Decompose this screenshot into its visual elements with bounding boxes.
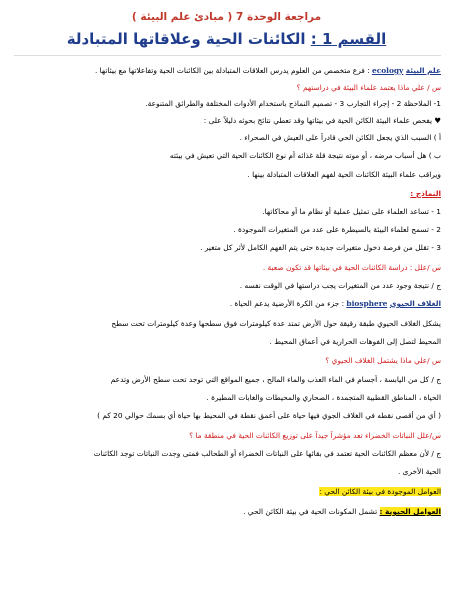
section-heading <box>10 189 441 199</box>
line-text: 1 - تساعد العلماء على تمثيل عملية أو نظام ما أو محاكاتها. <box>262 207 441 216</box>
question-text: س / علي ماذا يعتمد علماء البيئة في دراستهم ؟ <box>296 83 441 92</box>
definition-latin-term: ecology <box>372 66 404 75</box>
highlighted-term: العوامل الحيوية : <box>379 507 441 516</box>
question-line <box>10 263 441 273</box>
text-line <box>10 393 441 403</box>
text-line <box>10 449 441 459</box>
highlighted-heading <box>10 487 441 497</box>
text-line <box>10 99 441 109</box>
text-line <box>10 207 441 217</box>
lesson-title: الكائنات الحية وعلاقاتها المتبادلة <box>66 30 306 48</box>
section-heading-text: النماذج : <box>410 189 441 198</box>
line-text: المحيط لتصل إلى الفوهات الحرارية في أعماق المحيط . <box>269 337 441 346</box>
definition-term: الغلاف الحيوي <box>389 299 441 308</box>
question-text: س /علل : دراسة الكائنات الحية في بيئاتها قد تكون صعبة . <box>262 263 441 272</box>
line-text: ♥ يفحص علماء البيئة الكائن الحية في بيئاتها وقد تعطي نتائج بحوثه دليلاً على : <box>203 116 441 125</box>
definition-line <box>10 299 441 309</box>
text-line <box>10 411 441 421</box>
text-line <box>10 243 441 253</box>
definition-term: علم البيئة <box>405 66 441 75</box>
definition-line <box>10 66 441 76</box>
highlighted-definition <box>10 507 441 517</box>
text-line <box>10 375 441 385</box>
lesson-label: القسم 1 : <box>310 30 387 48</box>
text-line <box>10 133 441 143</box>
text-line <box>10 116 441 126</box>
line-text: الحياة ، المناطق القطبية المتجمدة ، الصحاري والمحيطات والغابات المطيرة . <box>206 393 441 402</box>
line-text: ج / كل من اليابسة ، أجسام في الماء العذب والماء المالح ، جميع المواقع التي توجد تحت سطح الأرض وتدعم <box>110 375 441 384</box>
question-line <box>10 356 441 366</box>
line-text: ويراقب علماء البيئة الكائنات الحية لفهم العلاقات المتبادلة بينها . <box>247 170 441 179</box>
text-line <box>10 281 441 291</box>
line-text: 1- الملاحظة 2 - إجراء التجارب 3 - تصميم النماذج باستخدام الأدوات المختلفة والطرائق المتنوعة. <box>145 99 441 108</box>
question-text: س /علي ماذا يشتمل الغلاف الحيوي ؟ <box>325 356 441 365</box>
text-line <box>10 467 441 477</box>
line-text: ج / لأن معظم الكائنات الحية تعتمد في بقائها على النباتات الخضراء أو الطحالب فمتى وجدت النباتات توجد الكائنات <box>93 449 441 458</box>
line-text: الحية الأخرى . <box>397 467 441 476</box>
definition-text: : فرع متخصص من العلوم يدرس العلاقات المتبادلة بين الكائنات الحية وتفاعلاتها مع بيئاتها . <box>94 66 370 75</box>
line-text: أ ) السبب الذي يجعل الكائن الحي قادراً على العيش في الصحراء . <box>239 133 441 142</box>
definition-text: : جزء من الكرة الأرضية يدعم الحياة . <box>229 299 345 308</box>
line-text: ج / نتيجة وجود عدد من المتغيرات يجب دراستها في الوقت نفسه . <box>239 281 441 290</box>
line-text: يشكل الغلاف الحيوي طبقة رقيقة حول الأرض تمتد عدة كيلومترات فوق سطحها وعدة كيلومترات تحت سطح <box>111 319 441 328</box>
line-text: ب ) هل أسباب مرضه ، أو موته نتيجة قلة غذائه أم نوع الكائنات الحية التي تعيش في بيئته <box>169 151 441 160</box>
line-text: 2 - تسمح لعلماء البيئة بالسيطرة على عدد من المتغيرات الموجودة . <box>233 225 441 234</box>
highlighted-heading-text: العوامل الموجودة في بيئة الكائن الحي : <box>319 487 441 496</box>
review-title: مراجعة الوحدة 7 ( مبادئ علم البيئة ) <box>131 11 322 23</box>
highlighted-definition-text: تشمل المكونات الحية في بيئة الكائن الحي . <box>243 507 378 516</box>
line-text: ( أي من أقصى نقطه في الغلاف الجوي فيها حياة على أعمق نقطة في المحيط بها حياة أي بسمك حوالي 20 كم ) <box>97 411 441 420</box>
question-text: س/علل النباتات الخضراء تعد مؤشراً جيداً على توزيع الكائنات الحية في منطقة ما ؟ <box>189 431 441 440</box>
text-line <box>10 319 441 329</box>
question-line <box>10 431 441 441</box>
header-divider <box>14 55 441 56</box>
definition-latin-term: biosphere <box>346 299 388 308</box>
text-line <box>10 170 441 180</box>
lesson-heading <box>0 30 453 48</box>
line-text: 3 - تقلل من فرصة دخول متغيرات جديدة حتى يتم الفهم الكامل لأثر كل متغير . <box>200 243 441 252</box>
text-line <box>10 337 441 347</box>
text-line <box>10 151 441 161</box>
text-line <box>10 225 441 235</box>
question-line <box>10 83 441 93</box>
